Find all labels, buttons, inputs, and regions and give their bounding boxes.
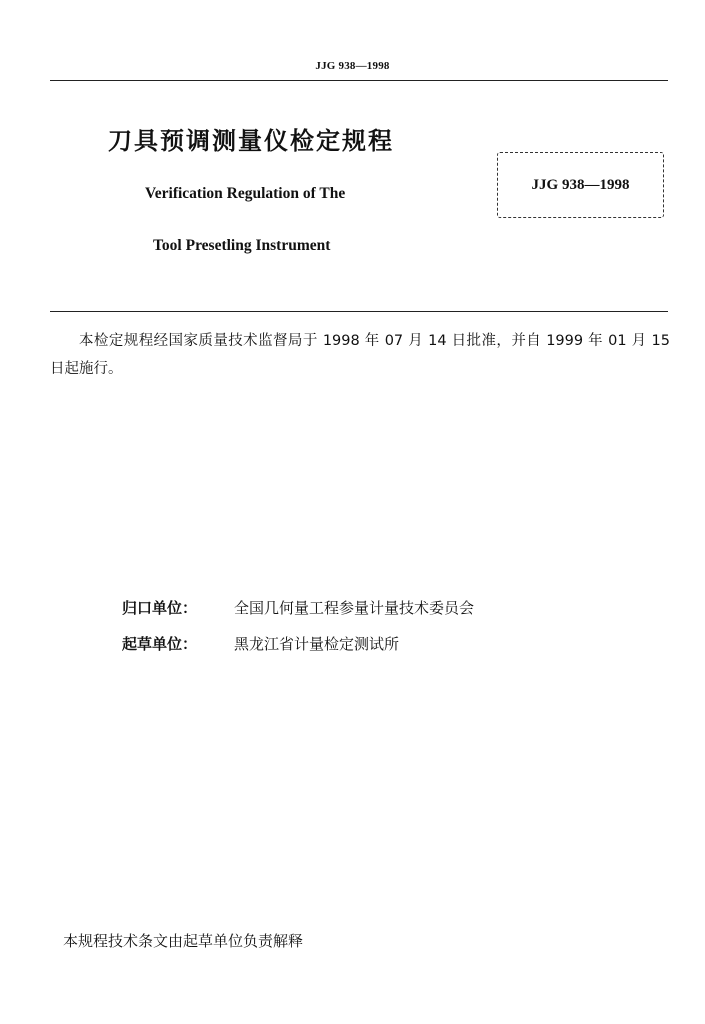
- middle-rule: [50, 311, 668, 312]
- header-standard-code: JJG 938—1998: [315, 60, 390, 72]
- top-rule: [50, 80, 668, 81]
- organization-row-drafting: [122, 633, 399, 654]
- title-english-line-1: Verification Regulation of The: [145, 185, 346, 202]
- organization-label: 归口单位：: [122, 599, 198, 617]
- organization-label: 起草单位：: [122, 635, 198, 653]
- title-english-line-2: Tool Presetling Instrument: [153, 237, 331, 254]
- interpretation-note: 本规程技术条文由起草单位负责解释: [63, 932, 304, 950]
- standard-code-box-text: JJG 938—1998: [531, 176, 630, 193]
- approval-paragraph: 本检定规程经国家质量技术监督局于 1998 年 07 月 14 日批准，并自 1999 年 01 月 15 日起施行。: [50, 333, 670, 377]
- title-chinese: 刀具预调测量仪检定规程: [108, 127, 394, 155]
- standard-code-box: [497, 152, 664, 218]
- organization-value: 全国几何量工程参量计量技术委员会: [234, 599, 475, 617]
- organization-row-responsible: [122, 597, 474, 618]
- organization-value: 黑龙江省计量检定测试所: [234, 635, 400, 653]
